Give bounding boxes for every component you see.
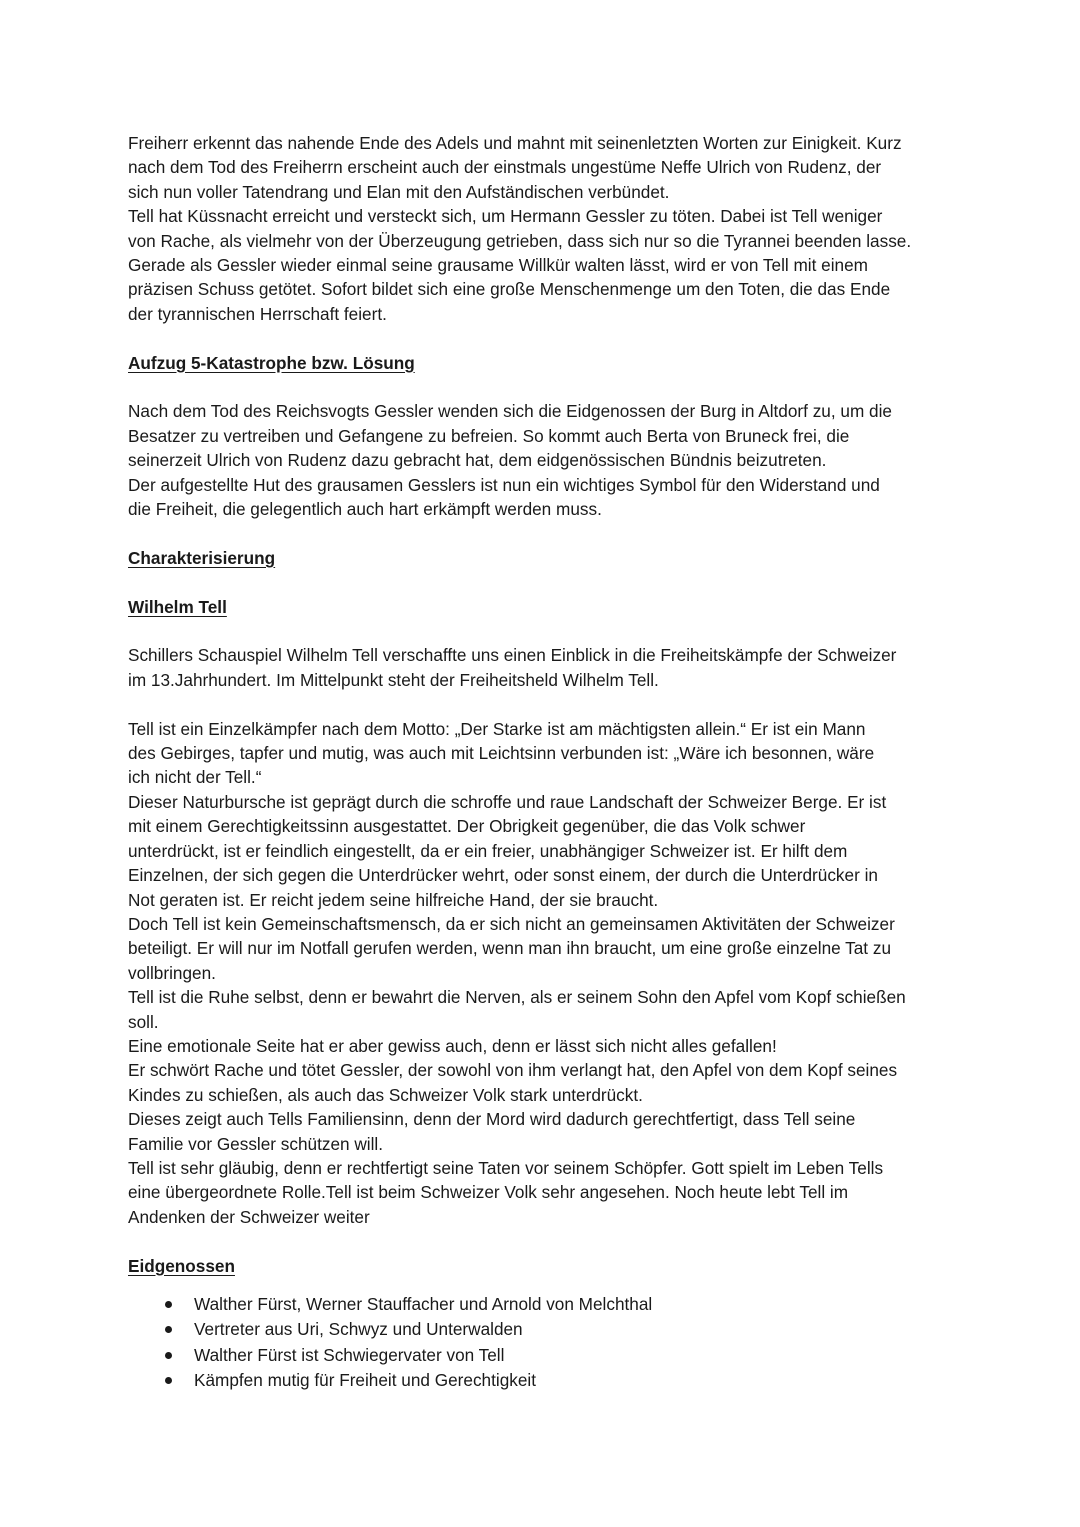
spacer (128, 692, 958, 716)
spacer (128, 326, 958, 350)
bullet-icon (165, 1301, 172, 1308)
text-line: Nach dem Tod des Reichsvogts Gessler wenden sich die Eidgenossen der Burg in Altdorf zu, um die (128, 401, 892, 422)
bullet-icon (165, 1352, 172, 1359)
spacer (128, 1229, 958, 1253)
heading-charakterisierung: Charakterisierung (128, 547, 276, 568)
text-line: Doch Tell ist kein Gemeinschaftsmensch, da er sich nicht an gemeinsamen Aktivitäten der Schweizer (128, 913, 895, 934)
text-line: Gerade als Gessler wieder einmal seine grausame Willkür walten lässt, wird er von Tell mit einem (128, 255, 868, 276)
paragraph-aufzug-5 (128, 399, 958, 521)
text-line: Der aufgestellte Hut des grausamen Gesslers ist nun ein wichtiges Symbol für den Widerstand und (128, 474, 880, 495)
text-line: ich nicht der Tell.“ (128, 767, 262, 788)
text-line: Schillers Schauspiel Wilhelm Tell verschaffte uns einen Einblick in die Freiheitskämpfe der Schweizer (128, 645, 897, 666)
paragraph-tell-characterization (128, 717, 958, 1230)
text-line: soll. (128, 1011, 159, 1032)
spacer (128, 521, 958, 545)
list-item-text: Walther Fürst ist Schwiegervater von Tell (194, 1344, 505, 1365)
paragraph-intro (128, 643, 958, 692)
bullet-icon (165, 1326, 172, 1333)
eidgenossen-list (128, 1292, 958, 1394)
text-line: die Freiheit, die gelegentlich auch hart erkämpft werden muss. (128, 499, 602, 520)
bullet-icon (165, 1377, 172, 1384)
text-line: der tyrannischen Herrschaft feiert. (128, 303, 387, 324)
list-item-text: Kämpfen mutig für Freiheit und Gerechtigkeit (194, 1370, 537, 1391)
text-line: Not geraten ist. Er reicht jedem seine hilfreiche Hand, der sie braucht. (128, 889, 659, 910)
text-line: Kindes zu schießen, als auch das Schweizer Volk stark unterdrückt. (128, 1084, 643, 1105)
spacer (128, 570, 958, 594)
text-line: nach dem Tod des Freiherrn erscheint auch der einstmals ungestüme Neffe Ulrich von Rudenz, der (128, 157, 882, 178)
heading-wilhelm-tell: Wilhelm Tell (128, 596, 227, 617)
list-item (128, 1292, 958, 1317)
heading-aufzug-5: Aufzug 5-Katastrophe bzw. Lösung (128, 352, 415, 373)
text-line: Tell ist die Ruhe selbst, denn er bewahrt die Nerven, als er seinem Sohn den Apfel vom Kopf schießen (128, 987, 906, 1008)
list-item (128, 1317, 958, 1342)
text-line: Besatzer zu vertreiben und Gefangene zu befreien. So kommt auch Berta von Bruneck frei, die (128, 425, 850, 446)
text-line: im 13.Jahrhundert. Im Mittelpunkt steht der Freiheitsheld Wilhelm Tell. (128, 669, 659, 690)
text-line: seinerzeit Ulrich von Rudenz dazu gebracht hat, dem eidgenössischen Bündnis beizutreten. (128, 450, 827, 471)
spacer (128, 375, 958, 399)
paragraph-tell-kuessnacht (128, 131, 958, 326)
list-item (128, 1368, 958, 1393)
text-line: Tell hat Küssnacht erreicht und versteckt sich, um Hermann Gessler zu töten. Dabei ist Tell weniger (128, 206, 883, 227)
text-line: Er schwört Rache und tötet Gessler, der sowohl von ihm verlangt hat, den Apfel von dem Kopf seines (128, 1060, 898, 1081)
list-item (128, 1343, 958, 1368)
list-item-text: Walther Fürst, Werner Stauffacher und Arnold von Melchthal (194, 1293, 653, 1314)
text-line: Tell ist sehr gläubig, denn er rechtfertigt seine Taten vor seinem Schöpfer. Gott spielt im Leben Tells (128, 1157, 884, 1178)
text-line: sich nun voller Tatendrang und Elan mit den Aufständischen verbündet. (128, 181, 670, 202)
text-line: mit einem Gerechtigkeitssinn ausgestattet. Der Obrigkeit gegenüber, die das Volk schwer (128, 816, 806, 837)
text-line: des Gebirges, tapfer und mutig, was auch mit Leichtsinn verbunden ist: „Wäre ich besonnen, wäre (128, 743, 875, 764)
text-line: Eine emotionale Seite hat er aber gewiss auch, denn er lässt sich nicht alles gefallen! (128, 1035, 777, 1056)
text-line: Dieser Naturbursche ist geprägt durch die schroffe und raue Landschaft der Schweizer Berge. Er ist (128, 791, 887, 812)
text-line: eine übergeordnete Rolle.Tell ist beim Schweizer Volk sehr angesehen. Noch heute lebt Tell im (128, 1182, 849, 1203)
text-line: beteiligt. Er will nur im Notfall gerufen werden, wenn man ihn braucht, um eine große einzelne Tat zu (128, 938, 892, 959)
list-item-text: Vertreter aus Uri, Schwyz und Unterwalden (194, 1319, 523, 1340)
text-line: Tell ist ein Einzelkämpfer nach dem Motto: „Der Starke ist am mächtigsten allein.“ Er ist ein Mann (128, 718, 866, 739)
text-line: Andenken der Schweizer weiter (128, 1206, 370, 1227)
spacer (128, 619, 958, 643)
text-line: Familie vor Gessler schützen will. (128, 1133, 384, 1154)
text-line: unterdrückt, ist er feindlich eingestellt, da er ein freier, unabhängiger Schweizer ist. Er hilft dem (128, 840, 848, 861)
document-page (128, 131, 958, 1394)
text-line: Freiherr erkennt das nahende Ende des Adels und mahnt mit seinenletzten Worten zur Einigkeit. Kurz (128, 133, 902, 153)
heading-eidgenossen: Eidgenossen (128, 1255, 235, 1276)
text-line: vollbringen. (128, 962, 216, 983)
text-line: Dieses zeigt auch Tells Familiensinn, denn der Mord wird dadurch gerechtfertigt, dass Tell seine (128, 1109, 856, 1130)
text-line: Einzelnen, der sich gegen die Unterdrücker wehrt, oder sonst einem, der durch die Unterdrücker in (128, 865, 878, 886)
text-line: von Rache, als vielmehr von der Überzeugung getrieben, dass sich nur so die Tyrannei beenden lasse. (128, 230, 912, 251)
text-line: präzisen Schuss getötet. Sofort bildet sich eine große Menschenmenge um den Toten, die das Ende (128, 279, 891, 300)
